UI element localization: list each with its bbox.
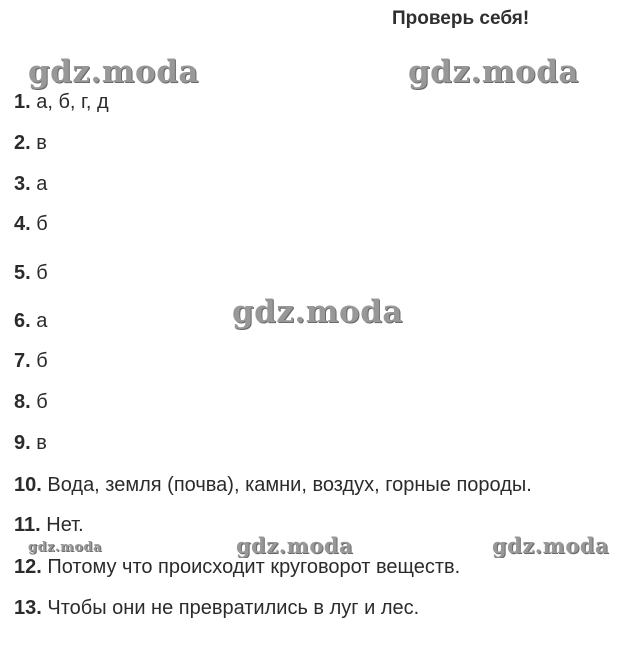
answer-item xyxy=(14,431,47,455)
watermark: gdz.moda xyxy=(28,54,199,90)
answer-number: 8. xyxy=(14,391,31,413)
answer-text: а, б, г, д xyxy=(30,91,109,113)
answer-item xyxy=(14,349,48,373)
answer-number: 4. xyxy=(14,213,31,235)
watermark: gdz.moda xyxy=(232,294,403,330)
answer-text: Чтобы они не превратились в луг и лес. xyxy=(41,597,420,619)
answer-number: 13. xyxy=(14,597,42,619)
answer-number: 12. xyxy=(14,556,42,578)
answer-number: 2. xyxy=(14,132,31,154)
answer-text: Вода, земля (почва), камни, воздух, горные породы. xyxy=(41,474,532,496)
answer-number: 11. xyxy=(14,514,41,536)
answer-item xyxy=(14,261,48,285)
answer-text: а xyxy=(30,173,48,195)
answer-text: а xyxy=(30,310,48,332)
answer-number: 3. xyxy=(14,173,31,195)
watermark: gdz.moda xyxy=(236,533,354,558)
answer-item xyxy=(14,555,460,579)
answer-number: 5. xyxy=(14,262,31,284)
answer-item xyxy=(14,90,109,114)
answer-text: в xyxy=(30,432,47,454)
answer-number: 7. xyxy=(14,350,31,372)
watermark: gdz.moda xyxy=(408,54,579,90)
answer-text: Потому что происходит круговорот веществ. xyxy=(41,556,461,578)
answer-number: 6. xyxy=(14,310,31,332)
answer-item xyxy=(14,513,84,537)
answer-item xyxy=(14,390,48,414)
answer-text: Нет. xyxy=(40,514,84,536)
page-title: Проверь себя! xyxy=(392,8,530,29)
answer-text: б xyxy=(30,213,48,235)
answer-text: б xyxy=(30,391,48,413)
answer-item xyxy=(14,596,419,620)
answer-item xyxy=(14,212,48,236)
answer-text: б xyxy=(30,262,48,284)
watermark: gdz.moda xyxy=(492,533,610,558)
answer-item xyxy=(14,172,47,196)
watermark: gdz.moda xyxy=(28,540,103,555)
answer-item xyxy=(14,473,532,497)
answer-text: б xyxy=(30,350,48,372)
answer-number: 10. xyxy=(14,474,42,496)
answer-text: в xyxy=(30,132,47,154)
answer-number: 1. xyxy=(14,91,31,113)
answer-number: 9. xyxy=(14,432,31,454)
answer-item xyxy=(14,309,47,333)
answer-item xyxy=(14,131,47,155)
